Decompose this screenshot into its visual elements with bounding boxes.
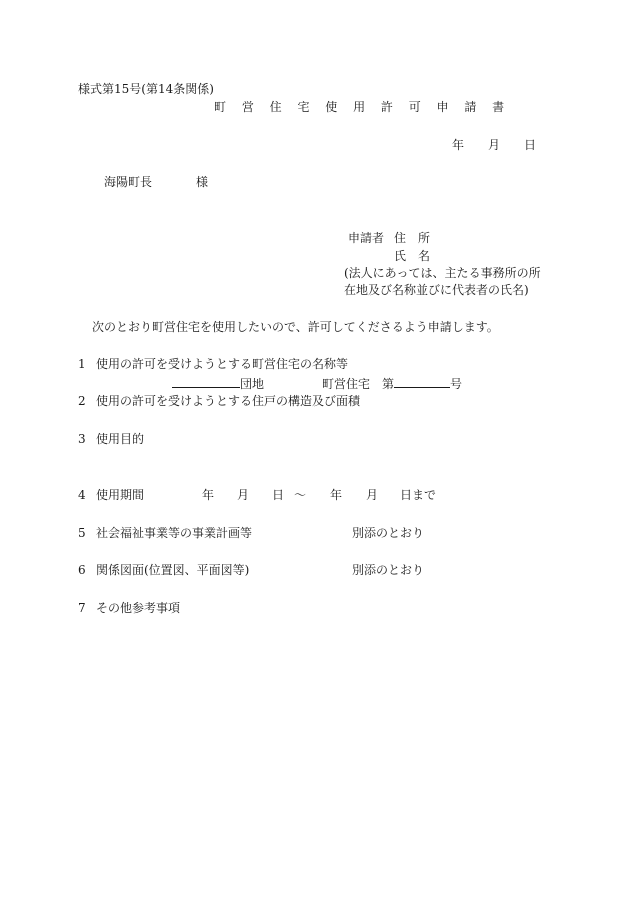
item-4	[78, 488, 144, 502]
period-start-year: 年	[202, 488, 215, 502]
item-number: 3	[78, 432, 86, 446]
item-number: 2	[78, 394, 86, 408]
gou-label: 号	[450, 377, 463, 391]
item-text: 使用目的	[96, 432, 145, 446]
period-tilde: ～	[294, 488, 307, 502]
applicant-name-label: 氏 名	[394, 249, 431, 263]
period-end-month: 月	[366, 488, 379, 502]
housing-name-line	[172, 375, 462, 391]
item-5	[78, 526, 252, 540]
item-number: 4	[78, 488, 86, 502]
danchi-label: 団地	[240, 377, 265, 391]
item-number: 7	[78, 601, 86, 615]
intro-text: 次のとおり町営住宅を使用したいので、許可してくださるよう申請します。	[92, 320, 499, 334]
date-year: 年	[452, 138, 465, 152]
item-text: 使用期間	[96, 488, 145, 502]
item-2	[78, 394, 360, 408]
item-text: 社会福祉事業等の事業計画等	[96, 526, 253, 540]
item-5-value: 別添のとおり	[352, 526, 425, 540]
room-number-blank	[394, 375, 450, 388]
period-start-day: 日	[272, 488, 285, 502]
applicant-address-label: 住 所	[394, 231, 431, 245]
date-month: 月	[488, 138, 501, 152]
date-day: 日	[524, 138, 537, 152]
period-end-day: 日まで	[400, 488, 437, 502]
chouei-label: 町営住宅	[322, 377, 371, 391]
item-number: 1	[78, 357, 86, 371]
item-text: 関係図面(位置図、平面図等)	[96, 563, 250, 577]
item-text: その他参考事項	[96, 601, 181, 615]
applicant-note-line1: (法人にあっては、主たる事務所の所	[344, 266, 541, 280]
item-text: 使用の許可を受けようとする町営住宅の名称等	[96, 357, 349, 371]
period-start-month: 月	[237, 488, 250, 502]
addressee-name: 海陽町長	[104, 175, 153, 189]
item-7	[78, 601, 180, 615]
item-number: 6	[78, 563, 86, 577]
item-text: 使用の許可を受けようとする住戸の構造及び面積	[96, 394, 361, 408]
applicant-note-line2: 在地及び名称並びに代表者の氏名)	[344, 283, 529, 297]
item-6-value: 別添のとおり	[352, 563, 425, 577]
item-3	[78, 432, 144, 446]
applicant-label: 申請者	[348, 231, 385, 245]
document-title: 町 営 住 宅 使 用 許 可 申 請 書	[214, 100, 511, 114]
addressee-honorific: 様	[196, 175, 209, 189]
item-1	[78, 357, 348, 371]
period-end-year: 年	[330, 488, 343, 502]
item-number: 5	[78, 526, 86, 540]
danchi-blank	[172, 375, 240, 388]
item-6	[78, 563, 249, 577]
dai-label: 第	[382, 377, 395, 391]
form-number-label: 様式第15号(第14条関係)	[78, 82, 214, 96]
